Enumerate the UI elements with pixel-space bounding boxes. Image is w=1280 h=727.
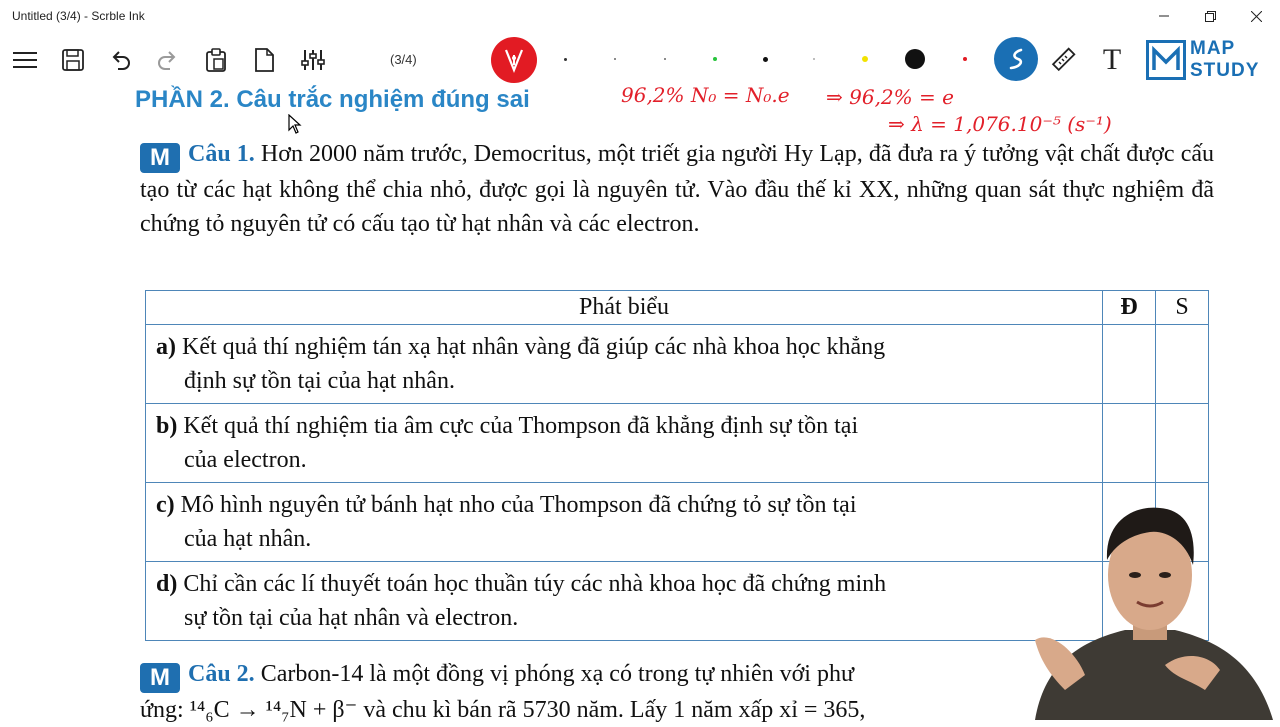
stroke-pen-icon [1004,46,1028,72]
statement-cell [146,404,1103,483]
color-swatch-black-small[interactable] [763,57,768,62]
statement-line: của electron. [184,447,307,473]
section-heading: PHẦN 2. Câu trắc nghiệm đúng sai [135,86,530,113]
clipboard-icon [205,48,227,72]
statement-label: d) [156,571,178,597]
statement-cell [146,562,1103,641]
redo-icon [157,49,179,71]
statement-cell [146,483,1103,562]
question-badge: M [140,663,180,693]
undo-icon [109,49,131,71]
hamburger-icon [12,50,38,70]
color-swatch-red[interactable] [963,57,967,61]
page-indicator: (3/4) [390,52,417,67]
statement-line: Mô hình nguyên tử bánh hạt nho của Thompson đã chứng tỏ sự tồn tại [180,492,857,518]
window-title: Untitled (3/4) - Scrble Ink [12,9,145,23]
color-swatch-yellow[interactable] [862,56,868,62]
new-page-button[interactable] [248,44,280,76]
page-icon [254,48,274,72]
close-button[interactable] [1233,0,1279,32]
redo-button[interactable] [152,44,184,76]
statement-line: của hạt nhân. [184,526,312,552]
question-1 [140,137,1214,241]
minimize-icon [1159,11,1169,21]
handwritten-note-1: 96,2% N₀ = N₀.e [621,83,790,107]
fountain-pen-icon [502,47,526,73]
sliders-icon [301,48,325,72]
question-2-label: Câu 2. [188,661,255,687]
presenter-avatar [1015,490,1280,720]
handwritten-note-3: ⇒ λ = 1,076.10⁻⁵ (s⁻¹) [888,112,1112,136]
text-tool-button[interactable]: T [1102,43,1122,76]
restore-icon [1205,11,1216,22]
table-header-row [146,291,1209,325]
false-answer-cell[interactable] [1156,325,1209,404]
stroke-size-dot[interactable] [614,58,616,60]
save-icon [62,49,84,71]
table-row [146,404,1209,483]
ruler-icon [1050,47,1076,73]
question-1-label: Câu 1. [188,141,255,167]
statement-label: b) [156,413,178,439]
statement-label: a) [156,334,176,360]
false-answer-cell[interactable] [1156,404,1209,483]
color-swatch-green[interactable] [713,57,717,61]
toolbar [0,32,1280,88]
question-2-text: Carbon-14 là một đồng vị phóng xạ có trong tự nhiên với phư [260,661,854,687]
undo-button[interactable] [104,44,136,76]
stroke-size-dot[interactable] [664,58,666,60]
statement-label: c) [156,492,175,518]
question-1-text: Hơn 2000 năm trước, Democritus, một triết gia người Hy Lạp, đã đưa ra ý tưởng vật chất được cấu tạo từ các hạt không thể chia nhỏ, được gọi là nguyên tử. Vào đầu thế kỉ XX, những quan sát thực nghiệm đã chứng tỏ nguyên tử có cấu tạo từ hạt nhân và các electron. [140,141,1215,237]
statement-line: định sự tồn tại của hạt nhân. [184,368,455,394]
statement-line: Chỉ cần các lí thuyết toán học thuần túy các nhà khoa học đã chứng minh [183,571,887,597]
menu-button[interactable] [9,44,41,76]
question-2-prefix: ứng: [140,697,184,723]
column-header-false: S [1156,291,1209,325]
logo-text-study: STUDY [1190,60,1260,81]
question-2-text-2: và chu kì bán rã 5730 năm. Lấy 1 năm xấp xỉ = 365, [363,697,866,723]
decay-equation: ¹⁴₆C → ¹⁴₇N + β⁻ [189,697,358,723]
color-swatch-black-large[interactable] [905,49,925,69]
true-answer-cell[interactable] [1103,325,1156,404]
map-study-logo [1146,38,1270,82]
title-bar [0,0,1280,32]
stroke-size-dot[interactable] [564,58,567,61]
logo-mark-icon [1146,40,1186,80]
save-button[interactable] [57,44,89,76]
highlighter-tool[interactable] [994,37,1038,81]
cursor-arrow-icon [288,114,302,134]
close-icon [1251,11,1262,22]
statement-cell [146,325,1103,404]
presenter-webcam [1015,490,1280,720]
paste-button[interactable] [200,44,232,76]
true-answer-cell[interactable] [1103,404,1156,483]
minimize-button[interactable] [1141,0,1187,32]
pen-tool-red[interactable] [491,37,537,83]
mouse-cursor [288,114,302,138]
handwritten-note-2: ⇒ 96,2% = e [826,85,954,109]
column-header-statement: Phát biểu [146,291,1103,325]
settings-button[interactable] [297,44,329,76]
logo-text-map: MAP [1190,38,1236,59]
statement-line: sự tồn tại của hạt nhân và electron. [184,605,519,631]
statement-line: Kết quả thí nghiệm tia âm cực của Thompson đã khẳng định sự tồn tại [183,413,859,439]
column-header-true: Đ [1103,291,1156,325]
table-row [146,325,1209,404]
statement-line: Kết quả thí nghiệm tán xạ hạt nhân vàng đã giúp các nhà khoa học khẳng [182,334,886,360]
ruler-button[interactable] [1047,44,1079,76]
question-badge: M [140,143,180,173]
stroke-size-dot[interactable] [813,58,815,60]
restore-button[interactable] [1187,0,1233,32]
